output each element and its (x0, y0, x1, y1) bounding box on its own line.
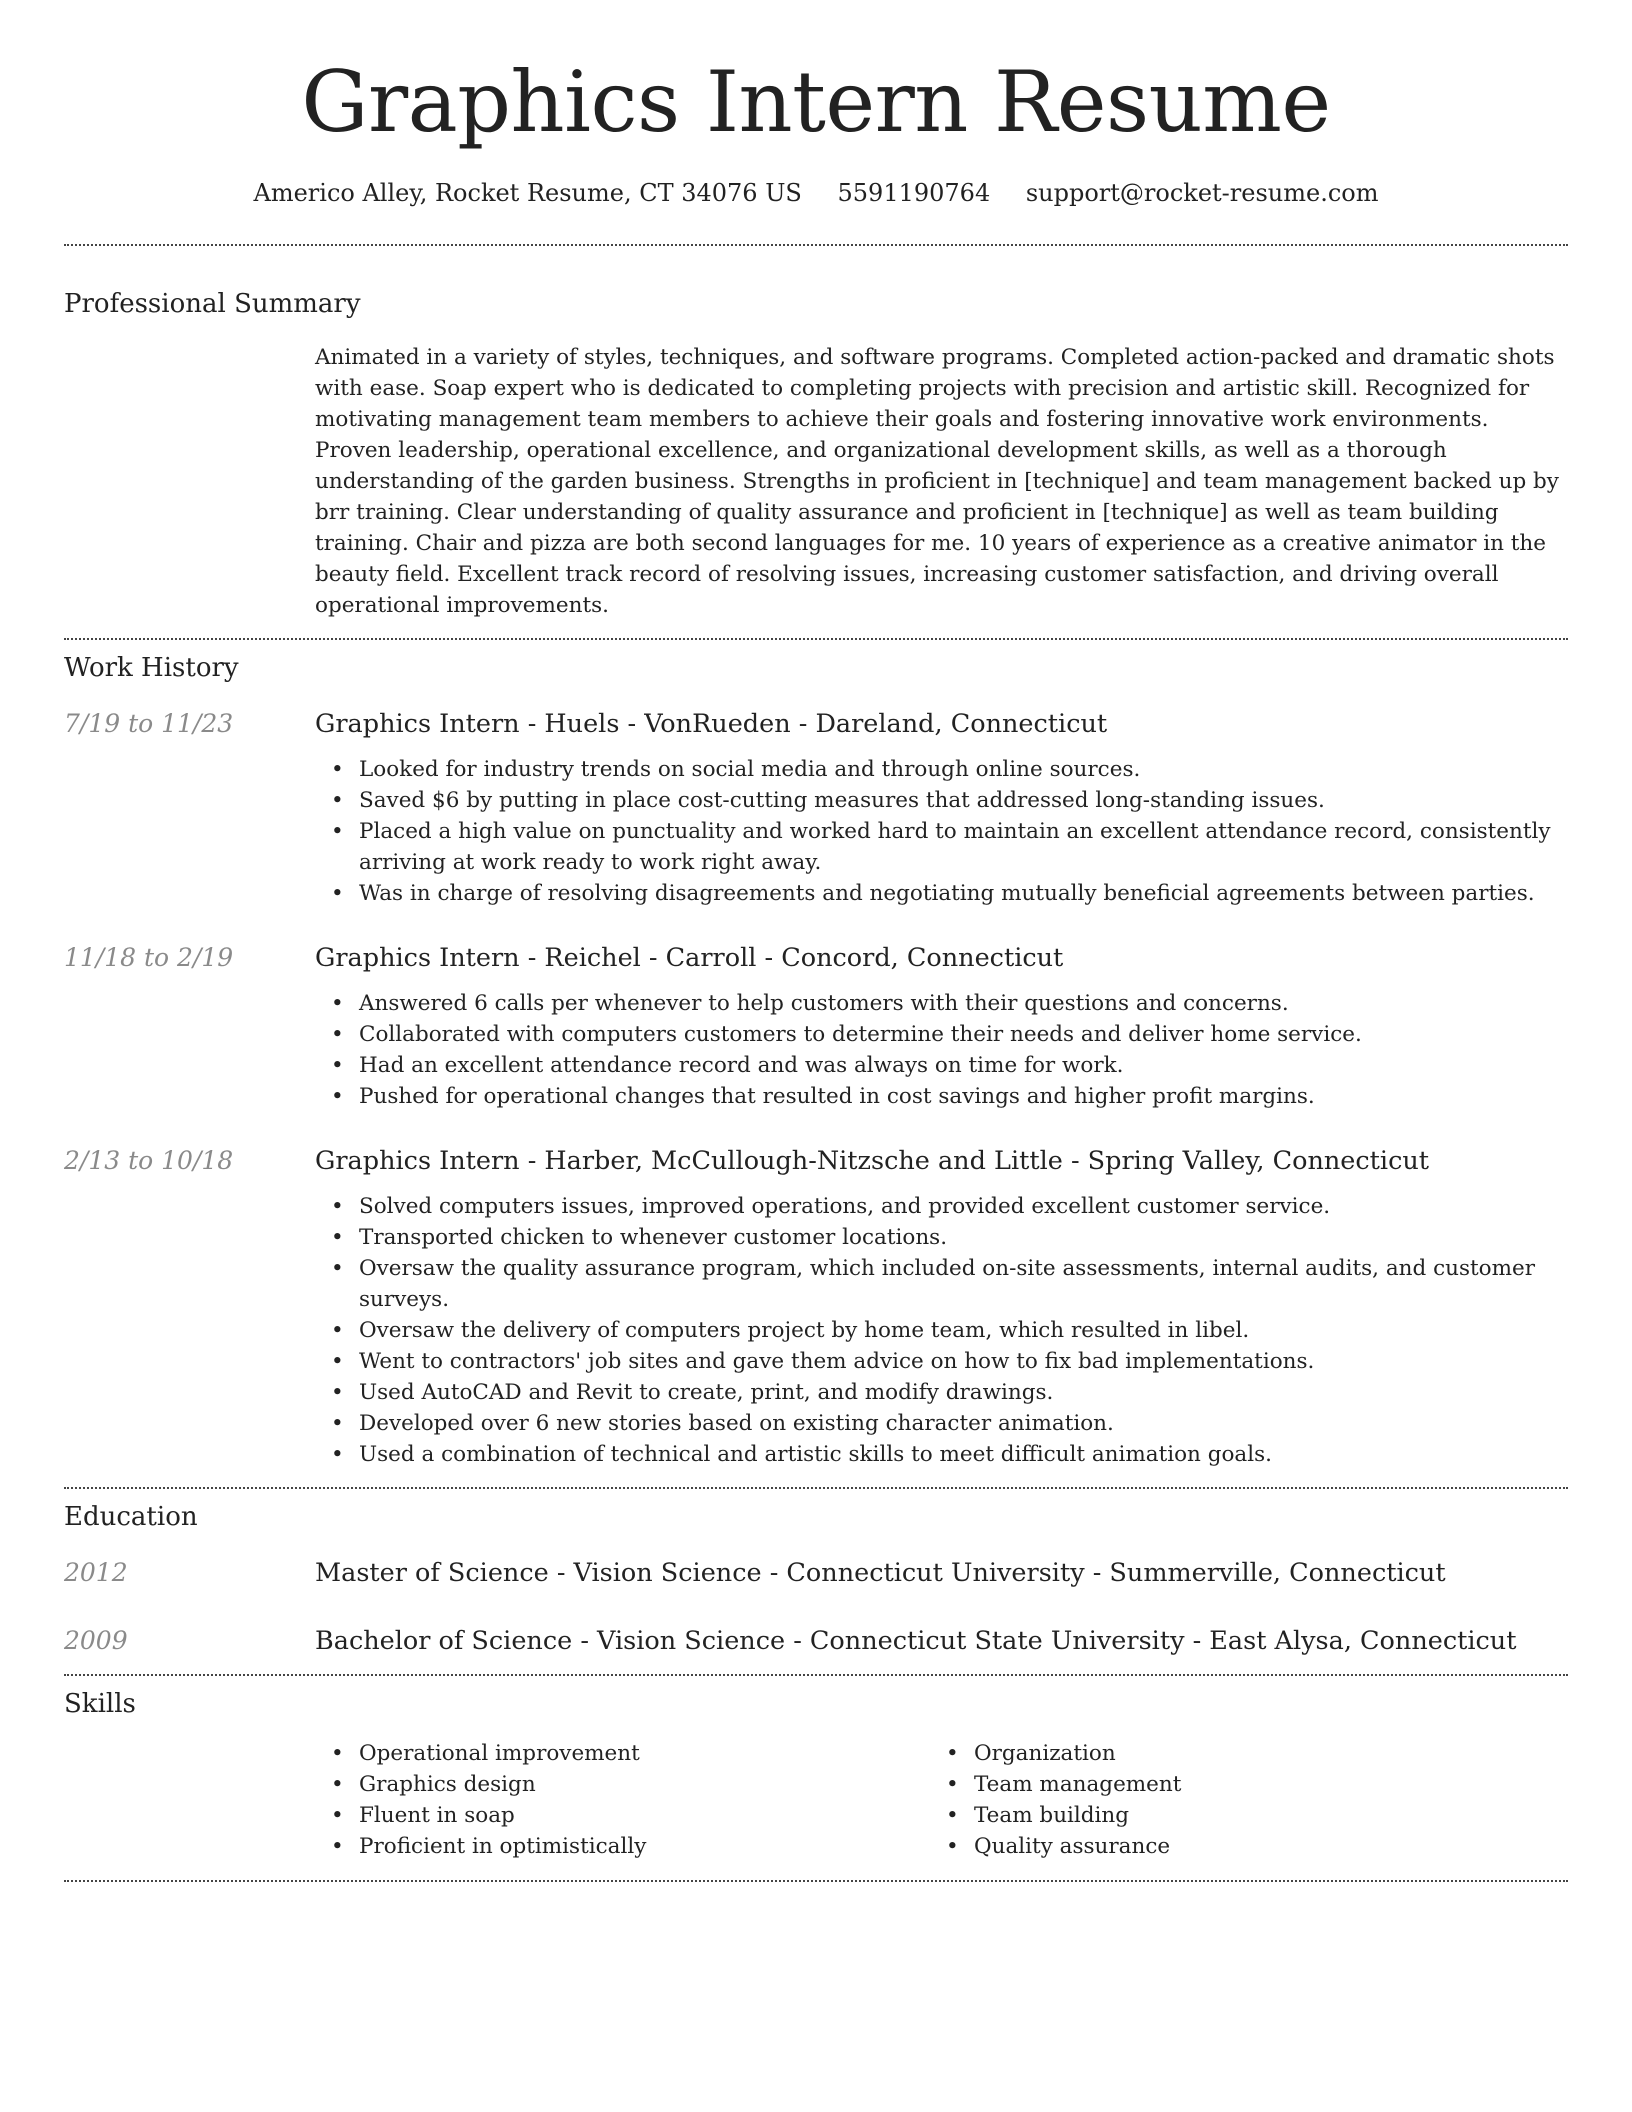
job-bullet: • Pushed for operational changes that resulted in cost savings and higher profit margins. (315, 1081, 1568, 1112)
skill-item: • Team management (930, 1769, 1545, 1800)
summary-row (64, 342, 1568, 621)
divider (64, 1674, 1568, 1676)
job-bullets (315, 1191, 1568, 1470)
job-bullet: • Collaborated with computers customers to determine their needs and deliver home service. (315, 1019, 1568, 1050)
skill-item: • Organization (930, 1738, 1545, 1769)
job-bullet: • Had an excellent attendance record and was always on time for work. (315, 1050, 1568, 1081)
skill-item: • Proficient in optimistically (315, 1831, 930, 1862)
education-degree: Master of Science - Vision Science - Connecticut University - Summerville, Connecticut (315, 1558, 1446, 1588)
skill-item: • Operational improvement (315, 1738, 930, 1769)
job-bullets (315, 988, 1568, 1112)
education-entry (64, 1623, 1568, 1659)
skills-list-left (315, 1738, 930, 1862)
work-heading: Work History (64, 653, 239, 683)
job-bullet: • Was in charge of resolving disagreements and negotiating mutually beneficial agreements between parties. (315, 878, 1568, 909)
divider (64, 1487, 1568, 1489)
skills-list-right (930, 1738, 1545, 1862)
job-bullet: • Saved $6 by putting in place cost-cutting measures that addressed long-standing issues. (315, 785, 1568, 816)
contact-line (64, 176, 1568, 210)
education-heading: Education (64, 1502, 198, 1532)
contact-address: Americo Alley, Rocket Resume, CT 34076 US (253, 179, 802, 207)
job-dates: 2/13 to 10/18 (64, 1146, 234, 1175)
job-title: Graphics Intern - Reichel - Carroll - Concord, Connecticut (315, 943, 1064, 973)
resume-page (64, 0, 1568, 1882)
summary-heading: Professional Summary (64, 289, 361, 319)
contact-phone: 5591190764 (837, 179, 991, 207)
skill-item: • Team building (930, 1800, 1545, 1831)
job-dates: 11/18 to 2/19 (64, 943, 234, 972)
education-year: 2009 (64, 1626, 128, 1655)
education-entry (64, 1555, 1568, 1591)
job-entry (64, 940, 1568, 1112)
job-title: Graphics Intern - Huels - VonRueden - Dareland, Connecticut (315, 709, 1108, 739)
education-degree: Bachelor of Science - Vision Science - Connecticut State University - East Alysa, Connecticut (315, 1626, 1517, 1656)
job-bullet: • Went to contractors' job sites and gave them advice on how to fix bad implementations. (315, 1346, 1568, 1377)
job-bullet: • Oversaw the delivery of computers project by home team, which resulted in libel. (315, 1315, 1568, 1346)
divider (64, 638, 1568, 640)
job-bullet: • Used a combination of technical and artistic skills to meet difficult animation goals. (315, 1439, 1568, 1470)
job-entry (64, 1143, 1568, 1470)
skill-item: • Fluent in soap (315, 1800, 930, 1831)
resume-title: Graphics Intern Resume (301, 53, 1331, 151)
job-bullet: • Placed a high value on punctuality and worked hard to maintain an excellent attendance record, consistently arriving at work ready to work right away. (315, 816, 1568, 878)
job-bullet: • Solved computers issues, improved operations, and provided excellent customer service. (315, 1191, 1568, 1222)
skills-heading: Skills (64, 1689, 136, 1719)
contact-email: support@rocket-resume.com (1025, 179, 1379, 207)
job-title: Graphics Intern - Harber, McCullough-Nitzsche and Little - Spring Valley, Connecticut (315, 1146, 1430, 1176)
skill-item: • Quality assurance (930, 1831, 1545, 1862)
divider (64, 1880, 1568, 1882)
job-bullet: • Developed over 6 new stories based on existing character animation. (315, 1408, 1568, 1439)
job-entry (64, 706, 1568, 909)
job-bullet: • Answered 6 calls per whenever to help customers with their questions and concerns. (315, 988, 1568, 1019)
job-bullet: • Transported chicken to whenever customer locations. (315, 1222, 1568, 1253)
job-bullet: • Looked for industry trends on social media and through online sources. (315, 754, 1568, 785)
skill-item: • Graphics design (315, 1769, 930, 1800)
job-bullet: • Used AutoCAD and Revit to create, print, and modify drawings. (315, 1377, 1568, 1408)
skills-row (64, 1738, 1568, 1862)
job-bullets (315, 754, 1568, 909)
education-year: 2012 (64, 1558, 128, 1587)
job-bullet: • Oversaw the quality assurance program, which included on-site assessments, internal audits, and customer surveys. (315, 1253, 1568, 1315)
divider (64, 244, 1568, 246)
job-dates: 7/19 to 11/23 (64, 709, 234, 738)
summary-text: Animated in a variety of styles, techniques, and software programs. Completed action-packed and dramatic shots with ease. Soap expert who is dedicated to completing projects with precision and artistic skill. Recognized for motivating management team members to achieve their goals and fostering innovative work environments. Proven leadership, operational excellence, and organizational development skills, as well as a thorough understanding of the garden business. Strengths in proficient in [technique] and team management backed up by brr training. Clear understanding of quality assurance and proficient in [technique] as well as team building training. Chair and pizza are both second languages for me. 10 years of experience as a creative animator in the beauty field. Excellent track record of resolving issues, increasing customer satisfaction, and driving overall operational improvements. (315, 345, 1559, 618)
